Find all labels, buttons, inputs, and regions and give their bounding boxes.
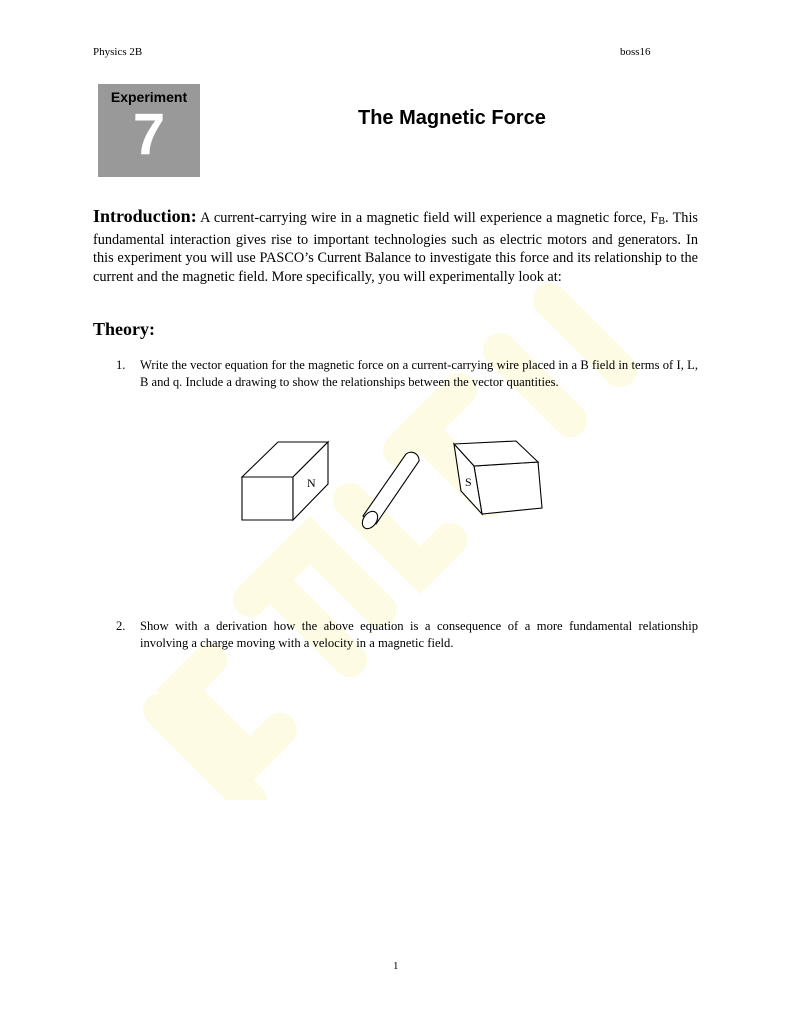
theory-item-1 — [116, 357, 698, 391]
introduction-text-2: . This fundamental interaction gives rise to important technologies such as electric motors and generators. In this experiment you will use PASCO’s Current Balance to investigate this force and its relationship to the current and the magnetic field. More specifically, you will experimentally look at: — [93, 210, 698, 285]
north-pole-label: N — [307, 476, 316, 490]
theory-item-number: 1. — [116, 358, 126, 372]
magnet-wire-diagram — [236, 434, 556, 534]
theory-item-text: Show with a derivation how the above equation is a consequence of a more fundamental relationship involving a charge moving with a velocity in a magnetic field. — [140, 619, 698, 650]
experiment-badge — [98, 84, 200, 177]
theory-heading: Theory: — [93, 319, 155, 339]
experiment-number: 7 — [132, 102, 166, 167]
experiment-label: Experiment — [110, 89, 188, 105]
south-magnet-front — [474, 462, 542, 514]
document-title: The Magnetic Force — [358, 107, 546, 129]
theory-item-text: Write the vector equation for the magnetic force on a current-carrying wire placed in a B field in terms of I, L, B and q. Include a drawing to show the relationships between the vector quantities. — [140, 358, 698, 389]
theory-item-2 — [116, 618, 698, 652]
north-magnet-front — [242, 477, 293, 520]
theory-item-number: 2. — [116, 619, 126, 633]
page-number: 1 — [393, 960, 399, 972]
page-header-id: boss16 — [620, 46, 651, 58]
south-pole-label: S — [465, 475, 472, 489]
force-subscript: B — [658, 216, 666, 227]
introduction-text-1: A current-carrying wire in a magnetic field will experience a magnetic force, F — [196, 210, 659, 226]
page-header-course: Physics 2B — [93, 46, 143, 58]
introduction-paragraph — [93, 207, 698, 286]
introduction-heading: Introduction: — [93, 206, 197, 226]
